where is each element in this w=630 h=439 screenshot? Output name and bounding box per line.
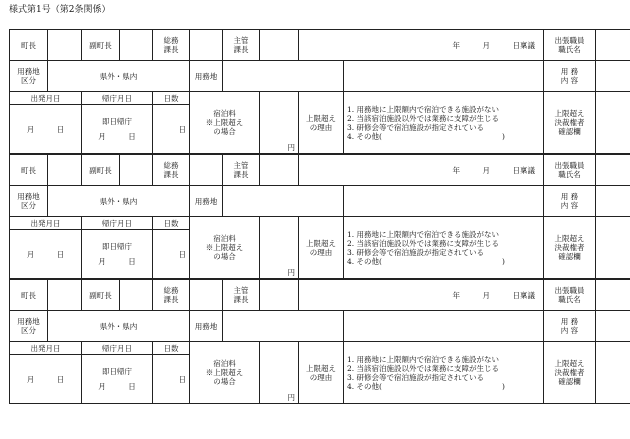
- traveler-label: 出張職員 職氏名: [544, 155, 596, 186]
- travel-form-block-2: [9, 154, 630, 279]
- deputy-mayor-seal-cell[interactable]: [120, 280, 153, 311]
- destination-field[interactable]: [223, 311, 344, 342]
- departure-date-label: 出発月日: [10, 217, 82, 230]
- days-label: 日数: [153, 92, 190, 105]
- days-field[interactable]: 日: [153, 105, 190, 154]
- reason-4: 4. その他( ): [347, 256, 505, 266]
- competent-chief-label: 主管 課長: [223, 30, 260, 61]
- blank-cell: [344, 61, 544, 92]
- days-field[interactable]: 日: [153, 230, 190, 279]
- excess-reason-list[interactable]: [344, 217, 544, 279]
- destination-field[interactable]: [223, 61, 344, 92]
- mayor-seal-cell[interactable]: [48, 155, 82, 186]
- business-label: 用 務 内 容: [544, 311, 596, 342]
- excess-reason-label: 上限超え の理由: [299, 217, 344, 279]
- lodging-fee-label: 宿泊料 ※上限超え の場合: [190, 217, 260, 279]
- blank-cell: [344, 311, 544, 342]
- general-affairs-chief-seal-cell[interactable]: [190, 155, 223, 186]
- business-label: 用 務 内 容: [544, 186, 596, 217]
- return-date-field[interactable]: [82, 230, 153, 279]
- departure-date-field[interactable]: 月 日: [10, 230, 82, 279]
- traveler-name-cell[interactable]: [596, 155, 630, 186]
- reason-4: 4. その他( ): [347, 381, 505, 391]
- traveler-name-cell[interactable]: [596, 280, 630, 311]
- competent-chief-seal-cell[interactable]: [260, 30, 299, 61]
- return-date-label: 帰庁月日: [82, 92, 153, 105]
- yen-unit: 円: [287, 393, 295, 402]
- deputy-mayor-label: 副町長: [82, 155, 120, 186]
- reason-2: 2. 当該宿泊施設以外では業務に支障が生じる: [347, 238, 500, 248]
- destination-label: 用務地: [190, 186, 223, 217]
- deputy-mayor-seal-cell[interactable]: [120, 155, 153, 186]
- return-month-day: 月 日: [98, 132, 136, 141]
- competent-chief-label: 主管 課長: [223, 280, 260, 311]
- reason-3: 3. 研修会等で宿泊施設が指定されている: [347, 247, 485, 257]
- approval-label: 上限超え 決裁権者 確認欄: [544, 217, 596, 279]
- competent-chief-seal-cell[interactable]: [260, 155, 299, 186]
- decision-date[interactable]: 年 月 日稟議: [299, 155, 544, 186]
- excess-reason-list[interactable]: [344, 92, 544, 154]
- traveler-name-cell[interactable]: [596, 30, 630, 61]
- return-date-field[interactable]: [82, 355, 153, 404]
- days-label: 日数: [153, 217, 190, 230]
- general-affairs-chief-label: 総務 課長: [153, 30, 190, 61]
- deputy-mayor-label: 副町長: [82, 280, 120, 311]
- reason-4: 4. その他( ): [347, 131, 505, 141]
- reason-3: 3. 研修会等で宿泊施設が指定されている: [347, 372, 485, 382]
- destination-category-label: 用務地 区分: [10, 186, 48, 217]
- traveler-label: 出張職員 職氏名: [544, 280, 596, 311]
- mayor-seal-cell[interactable]: [48, 30, 82, 61]
- reason-3: 3. 研修会等で宿泊施設が指定されている: [347, 122, 485, 132]
- excess-reason-label: 上限超え の理由: [299, 342, 344, 404]
- destination-category-label: 用務地 区分: [10, 61, 48, 92]
- lodging-fee-field[interactable]: [260, 92, 299, 154]
- travel-form-block-3: [9, 279, 630, 404]
- days-label: 日数: [153, 342, 190, 355]
- departure-date-label: 出発月日: [10, 342, 82, 355]
- mayor-label: 町長: [10, 30, 48, 61]
- mayor-label: 町長: [10, 155, 48, 186]
- destination-label: 用務地: [190, 61, 223, 92]
- return-date-field[interactable]: [82, 105, 153, 154]
- region-choice[interactable]: 県外・県内: [48, 186, 190, 217]
- competent-chief-seal-cell[interactable]: [260, 280, 299, 311]
- mayor-seal-cell[interactable]: [48, 280, 82, 311]
- destination-field[interactable]: [223, 186, 344, 217]
- reason-2: 2. 当該宿泊施設以外では業務に支障が生じる: [347, 363, 500, 373]
- general-affairs-chief-label: 総務 課長: [153, 155, 190, 186]
- lodging-fee-label: 宿泊料 ※上限超え の場合: [190, 92, 260, 154]
- days-field[interactable]: 日: [153, 355, 190, 404]
- return-date-label: 帰庁月日: [82, 342, 153, 355]
- return-month-day: 月 日: [98, 382, 136, 391]
- blank-cell: [344, 186, 544, 217]
- excess-reason-list[interactable]: [344, 342, 544, 404]
- region-choice[interactable]: 県外・県内: [48, 311, 190, 342]
- yen-unit: 円: [287, 143, 295, 152]
- deputy-mayor-seal-cell[interactable]: [120, 30, 153, 61]
- same-day-return: 即日帰庁: [102, 242, 132, 251]
- yen-unit: 円: [287, 268, 295, 277]
- reason-2: 2. 当該宿泊施設以外では業務に支障が生じる: [347, 113, 500, 123]
- reason-1: 1. 用務地に上限額内で宿泊できる施設がない: [347, 104, 500, 114]
- general-affairs-chief-seal-cell[interactable]: [190, 30, 223, 61]
- form-title: 様式第1号（第2条関係）: [9, 5, 111, 15]
- return-date-label: 帰庁月日: [82, 217, 153, 230]
- traveler-label: 出張職員 職氏名: [544, 30, 596, 61]
- reason-1: 1. 用務地に上限額内で宿泊できる施設がない: [347, 354, 500, 364]
- approval-field[interactable]: [596, 217, 630, 279]
- approval-field[interactable]: [596, 92, 630, 154]
- business-field[interactable]: [596, 186, 630, 217]
- lodging-fee-label: 宿泊料 ※上限超え の場合: [190, 342, 260, 404]
- business-field[interactable]: [596, 61, 630, 92]
- general-affairs-chief-label: 総務 課長: [153, 280, 190, 311]
- return-month-day: 月 日: [98, 257, 136, 266]
- departure-date-field[interactable]: 月 日: [10, 105, 82, 154]
- approval-field[interactable]: [596, 342, 630, 404]
- business-field[interactable]: [596, 311, 630, 342]
- business-label: 用 務 内 容: [544, 61, 596, 92]
- decision-date[interactable]: 年 月 日稟議: [299, 280, 544, 311]
- same-day-return: 即日帰庁: [102, 117, 132, 126]
- decision-date[interactable]: 年 月 日稟議: [299, 30, 544, 61]
- deputy-mayor-label: 副町長: [82, 30, 120, 61]
- destination-label: 用務地: [190, 311, 223, 342]
- approval-label: 上限超え 決裁権者 確認欄: [544, 342, 596, 404]
- approval-label: 上限超え 決裁権者 確認欄: [544, 92, 596, 154]
- lodging-fee-field[interactable]: [260, 342, 299, 404]
- departure-date-field[interactable]: 月 日: [10, 355, 82, 404]
- region-choice[interactable]: 県外・県内: [48, 61, 190, 92]
- departure-date-label: 出発月日: [10, 92, 82, 105]
- reason-1: 1. 用務地に上限額内で宿泊できる施設がない: [347, 229, 500, 239]
- general-affairs-chief-seal-cell[interactable]: [190, 280, 223, 311]
- same-day-return: 即日帰庁: [102, 367, 132, 376]
- excess-reason-label: 上限超え の理由: [299, 92, 344, 154]
- travel-form-block-1: [9, 29, 630, 154]
- competent-chief-label: 主管 課長: [223, 155, 260, 186]
- lodging-fee-field[interactable]: [260, 217, 299, 279]
- destination-category-label: 用務地 区分: [10, 311, 48, 342]
- mayor-label: 町長: [10, 280, 48, 311]
